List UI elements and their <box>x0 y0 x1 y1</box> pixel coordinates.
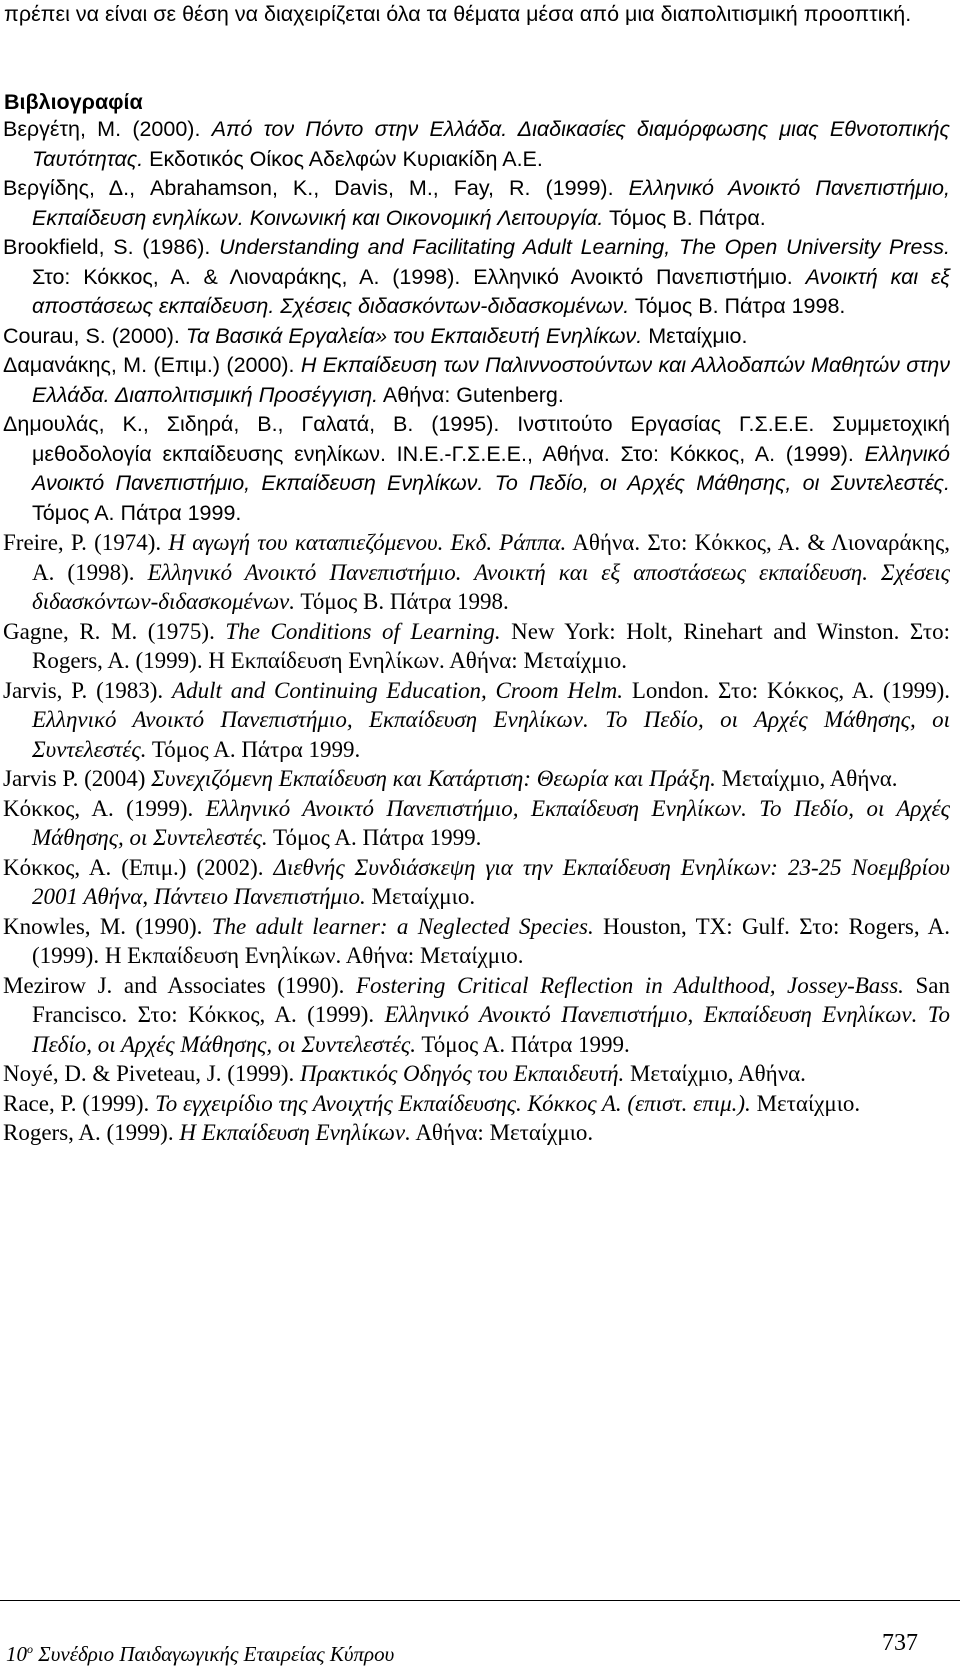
entry-text-segment: Rogers, A. (1999). <box>3 1120 180 1145</box>
conference-text: Συνέδριο Παιδαγωγικής Εταιρείας Κύπρου <box>33 1642 395 1666</box>
entry-title-segment: Τα Βασικά Εργαλεία» του Εκπαιδευτή Ενηλίκων. <box>185 323 643 348</box>
entry-text-segment: Εκδοτικός Οίκος Αδελφών Κυριακίδη Α.Ε. <box>143 146 543 171</box>
entry-title-segment: Διεθνής Συνδιάσκεψη για την Εκπαίδευση Ενηλίκων: 23-25 Νοεμβρίου 2001 Αθήνα, Πάντειο Πανεπιστήμιο. <box>32 854 950 909</box>
entry-text-segment: Mezirow J. and Associates (1990). <box>3 972 356 998</box>
bibliography-entry <box>0 1089 960 1119</box>
bibliography-entry <box>0 1059 960 1089</box>
entry-text-segment: Δαμανάκης, Μ. (Επιμ.) (2000). <box>3 353 301 377</box>
entry-text-segment: New York: Holt, Rinehart and Winston. Στο: Rogers, A. (1999). Η Εκπαίδευση Ενηλίκων. Αθήνα: Μεταίχμιο. <box>32 618 950 673</box>
entry-title-segment: Understanding and Facilitating Adult Learning, The Open University Press. <box>219 235 950 259</box>
entry-title-segment: Από τον Πόντο στην Ελλάδα. Διαδικασίες διαμόρφωσης μιας Εθνοτοπικής Ταυτότητας. <box>32 117 950 171</box>
bibliography-entry <box>0 1118 960 1148</box>
bibliography-entry <box>0 794 960 853</box>
entry-text-segment: Μεταίχμιο, Αθήνα. <box>624 1061 806 1086</box>
entry-title-segment: Ελληνικό Ανοικτό Πανεπιστήμιο, Εκπαίδευση Ενηλίκων. Το Πεδίο, οι Αρχές Μάθησης, οι Συντελεστές. <box>32 795 950 850</box>
intro-paragraph: πρέπει να είναι σε θέση να διαχειρίζεται όλα τα θέματα μέσα από μια διαπολιτισμική προοπτική. <box>4 2 912 26</box>
entry-title-segment: Ελληνικό Ανοικτό Πανεπιστήμιο, Εκπαίδευση Ενηλίκων. Το Πεδίο, οι Αρχές Μάθησης, οι Συντελεστές. <box>32 441 950 495</box>
conference-number: 10 <box>6 1642 27 1666</box>
bibliography-entry <box>0 971 960 1060</box>
entry-title-segment: Adult and Continuing Education, Croom Helm. <box>172 677 624 703</box>
entry-text-segment: Αθήνα. Στο: Κόκκος, Α. & Λιοναράκης, Α. (1998). <box>32 530 950 585</box>
entry-title-segment: Η αγωγή του καταπιεζόμενου. Εκδ. Ράππα. <box>168 530 567 555</box>
entry-text-segment: Βεργέτη, Μ. (2000). <box>3 117 212 141</box>
entry-text-segment: Knowles, M. (1990). <box>3 913 212 939</box>
bibliography-entry <box>0 351 960 410</box>
footer-divider <box>0 1600 960 1601</box>
entry-text-segment: Brookfield, S. (1986). <box>3 235 220 259</box>
entry-title-segment: Το εγχειρίδιο της Ανοιχτής Εκπαίδευσης. Κόκκος Α. (επιστ. επιμ.). <box>155 1090 751 1116</box>
entry-title-segment: Συνεχιζόμενη Εκπαίδευση και Κατάρτιση: Θεωρία και Πράξη. <box>151 766 716 791</box>
entry-text-segment: Μεταίχμιο, Αθήνα. <box>715 766 898 791</box>
entry-title-segment: Ανοικτή και εξ αποστάσεως εκπαίδευση. Σχέσεις διδασκόντων-διδασκομένων. <box>32 264 950 318</box>
entry-title-segment: The adult learner: a Neglected Species. <box>211 913 594 939</box>
bibliography-entry <box>0 617 960 676</box>
entry-text-segment: Race, P. (1999). <box>3 1090 156 1116</box>
bibliography-entry <box>0 764 960 794</box>
entry-text-segment: Jarvis P. (2004) <box>3 766 152 791</box>
entry-text-segment: San Francisco. Στο: Κόκκος, Α. (1999). <box>32 972 951 1027</box>
entry-text-segment: Κόκκος, Α. (1999). <box>3 795 206 821</box>
bibliography-entry <box>0 233 960 322</box>
entry-title-segment: Ελληνικό Ανοικτό Πανεπιστήμιο, Εκπαίδευση Ενηλίκων. Το Πεδίο, οι Αρχές Μάθησης, οι Συντελεστές. <box>32 707 950 762</box>
entry-title-segment: Ελληνικό Ανοικτό Πανεπιστήμιο, Εκπαίδευση Ενηλίκων. Το Πεδίο, οι Αρχές Μάθησης, οι Συντελεστές. <box>32 1002 950 1057</box>
entry-text-segment: London. Στο: Κόκκος, Α. (1999). <box>623 677 950 703</box>
entry-title-segment: Ελληνικό Ανοικτό Πανεπιστήμιο, Εκπαίδευση ενηλίκων. Κοινωνική και Οικονομική Λειτουργία. <box>32 176 950 230</box>
entry-title-segment: Η Εκπαίδευση των Παλιννοστούντων και Αλλοδαπών Μαθητών στην Ελλάδα. Διαπολιτισμική Προσέγγιση. <box>32 353 950 407</box>
bibliography-entry <box>0 322 960 352</box>
bibliography-entry <box>0 115 960 174</box>
conference-name <box>6 1642 394 1667</box>
entry-text-segment: Στο: Κόκκος, Α. & Λιοναράκης, Α. (1998). Ελληνικό Ανοικτό Πανεπιστήμιο. <box>32 264 806 289</box>
page-number: 737 <box>882 1630 918 1656</box>
entry-text-segment: Freire, P. (1974). <box>3 530 169 555</box>
entry-text-segment: Houston, TX: Gulf. Στο: Rogers, A. (1999). Η Εκπαίδευση Ενηλίκων. Αθήνα: Μεταίχμιο. <box>32 913 950 968</box>
entry-text-segment: Τόμος Α. Πάτρα 1999. <box>32 500 242 525</box>
entry-text-segment: Αθήνα: Gutenberg. <box>378 382 564 407</box>
entry-text-segment: Τόμος Β. Πάτρα 1998. <box>295 589 509 614</box>
bibliography-heading: Βιβλιογραφία <box>4 90 143 114</box>
bibliography-entry <box>0 528 960 617</box>
bibliography-entry <box>0 410 960 528</box>
entry-title-segment: The Conditions of Learning. <box>225 618 501 644</box>
bibliography-entry <box>0 912 960 971</box>
entry-title-segment: Ελληνικό Ανοικτό Πανεπιστήμιο. Ανοικτή και εξ αποστάσεως εκπαίδευση. Σχέσεις διδασκόντων-διδασκομένων. <box>32 559 951 614</box>
bibliography-list <box>0 115 960 1148</box>
entry-text-segment: Gagne, R. M. (1975). <box>3 618 226 644</box>
bibliography-entry <box>0 174 960 233</box>
entry-text-segment: Jarvis, P. (1983). <box>3 677 173 703</box>
bibliography-entry <box>0 676 960 765</box>
entry-title-segment: Fostering Critical Reflection in Adulthood, Jossey-Bass. <box>355 972 904 998</box>
entry-text-segment: Μεταίχμιο. <box>365 884 476 909</box>
page-footer <box>0 1600 960 1670</box>
entry-text-segment: Courau, S. (2000). <box>3 323 186 348</box>
entry-text-segment: Τόμος Α. Πάτρα 1999. <box>415 1031 630 1057</box>
entry-title-segment: Η Εκπαίδευση Ενηλίκων. <box>179 1120 411 1145</box>
entry-text-segment: Κόκκος, Α. (Επιμ.) (2002). <box>3 854 274 880</box>
conference-ordinal: ο <box>27 1642 33 1656</box>
entry-text-segment: Αθήνα: Μεταίχμιο. <box>410 1120 594 1145</box>
entry-title-segment: Πρακτικός Οδηγός του Εκπαιδευτή. <box>300 1061 625 1086</box>
entry-text-segment: Δημουλάς, Κ., Σιδηρά, Β., Γαλατά, Β. (1995). Ινστιτούτο Εργασίας Γ.Σ.Ε.Ε. Συμμετοχική μεθοδολογία εκπαίδευσης ενηλίκων. ΙΝ.Ε.-Γ.Σ.Ε.Ε., Αθήνα. Στο: Κόκκος, Α. (1999). <box>3 412 950 466</box>
entry-text-segment: Βεργίδης, Δ., Abrahamson, K., Davis, M., Fay, R. (1999). <box>3 176 629 200</box>
entry-text-segment: Τόμος Β. Πάτρα 1998. <box>629 294 846 318</box>
entry-text-segment: Μεταίχμιο. <box>642 323 748 348</box>
entry-text-segment: Noyé, D. & Piveteau, J. (1999). <box>3 1061 301 1086</box>
entry-text-segment: Τόμος Α. Πάτρα 1999. <box>146 736 361 762</box>
entry-text-segment: Μεταίχμιο. <box>750 1090 861 1116</box>
bibliography-entry <box>0 853 960 912</box>
entry-text-segment: Τόμος Α. Πάτρα 1999. <box>267 825 482 850</box>
entry-text-segment: Τόμος Β. Πάτρα. <box>603 205 766 230</box>
